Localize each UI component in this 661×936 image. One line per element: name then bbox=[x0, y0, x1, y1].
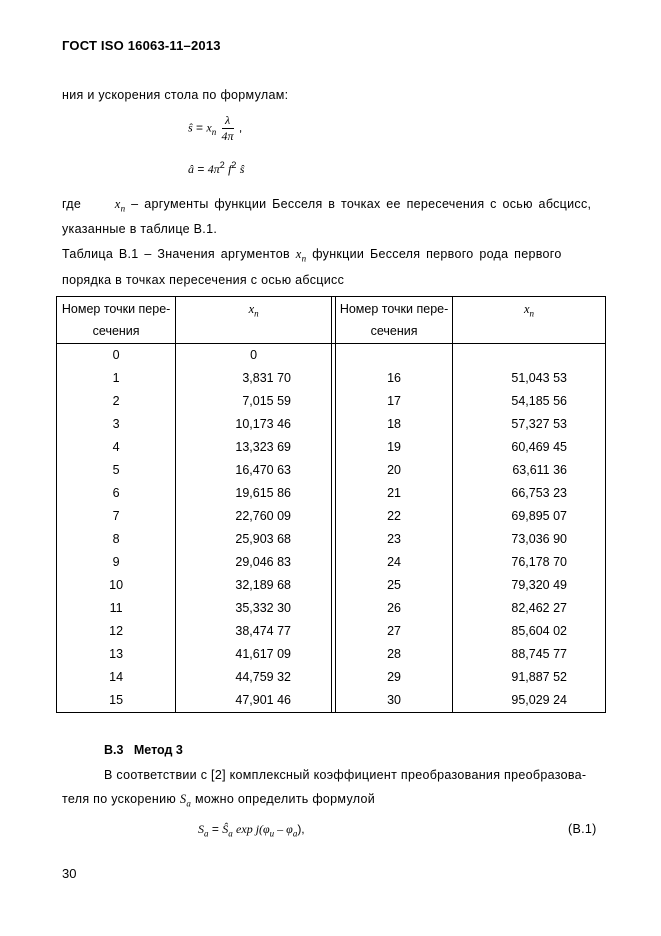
header-x-sub: n bbox=[254, 308, 259, 319]
header-x2: x bbox=[523, 302, 530, 316]
table-row bbox=[57, 689, 606, 713]
xn-value-cell: 38,474 77 bbox=[176, 620, 332, 643]
formula3-phi1-sub: u bbox=[269, 828, 275, 839]
formula2-exp1: 2 bbox=[219, 160, 225, 170]
table-row bbox=[57, 574, 606, 597]
point-number-cell: 2 bbox=[57, 390, 176, 413]
formula1-x-sub: n bbox=[211, 127, 217, 138]
formula-b1 bbox=[198, 822, 305, 838]
table-row bbox=[57, 413, 606, 436]
caption-x: x bbox=[295, 247, 302, 261]
point-number-cell-2: 25 bbox=[336, 574, 453, 597]
point-number-cell: 15 bbox=[57, 689, 176, 713]
paragraph-line1: В соответствии с [2] комплексный коэффициент преобразования преобразова- bbox=[104, 768, 587, 782]
xn-value-cell: 3,831 70 bbox=[176, 367, 332, 390]
point-number-cell-2: 27 bbox=[336, 620, 453, 643]
xn-value-cell-2: 63,611 36 bbox=[452, 459, 605, 482]
table-row bbox=[57, 505, 606, 528]
xn-value-cell-2: 79,320 49 bbox=[452, 574, 605, 597]
point-number-cell: 7 bbox=[57, 505, 176, 528]
point-number-cell: 10 bbox=[57, 574, 176, 597]
point-number-cell-2: 20 bbox=[336, 459, 453, 482]
table-row bbox=[57, 528, 606, 551]
table-row bbox=[57, 666, 606, 689]
formula1-denominator: 4π bbox=[221, 129, 234, 143]
point-number-cell: 11 bbox=[57, 597, 176, 620]
header-x2-sub: n bbox=[529, 308, 535, 319]
formula3-hatS: Ŝ bbox=[222, 822, 229, 836]
formula1-fraction bbox=[222, 113, 234, 144]
table-caption bbox=[62, 247, 562, 264]
formula2-eq: = bbox=[197, 162, 205, 176]
xn-value-cell-2: 91,887 52 bbox=[452, 666, 605, 689]
header-point-line1: Номер точки пере- bbox=[61, 302, 171, 316]
point-number-cell: 8 bbox=[57, 528, 176, 551]
point-number-cell-2: 18 bbox=[336, 413, 453, 436]
page-number: 30 bbox=[62, 866, 77, 881]
header-point-number-2 bbox=[336, 297, 453, 344]
xn-value-cell-2: 85,604 02 bbox=[452, 620, 605, 643]
xn-value-cell-2: 73,036 90 bbox=[452, 528, 605, 551]
caption-part2: функции Бесселя первого рода первого bbox=[312, 247, 562, 261]
point-number-cell: 4 bbox=[57, 436, 176, 459]
xn-value-cell: 22,760 09 bbox=[176, 505, 332, 528]
formula3-lhs-sub: a bbox=[204, 828, 209, 839]
formula1-lhs: ŝ bbox=[188, 120, 193, 135]
point-number-cell-2: 26 bbox=[336, 597, 453, 620]
table-row bbox=[57, 597, 606, 620]
point-number-cell: 0 bbox=[57, 344, 176, 368]
xn-value-cell-2: 66,753 23 bbox=[452, 482, 605, 505]
formula3-hatS-sub: a bbox=[228, 828, 233, 839]
bessel-table bbox=[56, 296, 606, 713]
point-number-cell: 3 bbox=[57, 413, 176, 436]
xn-value-cell: 47,901 46 bbox=[176, 689, 332, 713]
caption-part1: Таблица B.1 – Значения аргументов bbox=[62, 247, 290, 261]
formula3-eq: = bbox=[211, 822, 219, 836]
paragraph-S: S bbox=[179, 792, 187, 806]
header-point-number bbox=[57, 297, 176, 344]
point-number-cell-2: 30 bbox=[336, 689, 453, 713]
xn-value-cell-2: 69,895 07 bbox=[452, 505, 605, 528]
table-header-row bbox=[57, 297, 606, 344]
formula2-f: f bbox=[228, 162, 232, 176]
formula1-numerator: λ bbox=[222, 113, 234, 129]
formula3-minus: – φ bbox=[274, 822, 293, 836]
table-row bbox=[57, 436, 606, 459]
xn-value-cell: 19,615 86 bbox=[176, 482, 332, 505]
caption-x-sub: n bbox=[301, 253, 307, 264]
where-word: где bbox=[62, 197, 82, 211]
formula-number: (B.1) bbox=[568, 822, 597, 836]
header-x: x bbox=[248, 302, 255, 316]
point-number-cell: 13 bbox=[57, 643, 176, 666]
xn-value-cell-2: 54,185 56 bbox=[452, 390, 605, 413]
table-row bbox=[57, 459, 606, 482]
xn-value-cell: 41,617 09 bbox=[176, 643, 332, 666]
where-x-sub: n bbox=[120, 203, 126, 214]
xn-value-cell: 35,332 30 bbox=[176, 597, 332, 620]
point-number-cell-2: 24 bbox=[336, 551, 453, 574]
point-number-cell: 14 bbox=[57, 666, 176, 689]
table-row bbox=[57, 643, 606, 666]
xn-value-cell: 44,759 32 bbox=[176, 666, 332, 689]
where-line2: указанные в таблице B.1. bbox=[62, 222, 218, 236]
intro-text: ния и ускорения стола по формулам: bbox=[62, 88, 289, 102]
formula2-exp2: 2 bbox=[231, 160, 237, 170]
point-number-cell: 9 bbox=[57, 551, 176, 574]
xn-value-cell: 29,046 83 bbox=[176, 551, 332, 574]
point-number-cell: 5 bbox=[57, 459, 176, 482]
point-number-cell-2: 16 bbox=[336, 367, 453, 390]
xn-value-cell-2: 76,178 70 bbox=[452, 551, 605, 574]
xn-value-cell-2: 51,043 53 bbox=[452, 367, 605, 390]
formula2-lhs: â bbox=[188, 162, 194, 176]
section-heading: B.3 Метод 3 bbox=[104, 743, 183, 757]
point-number-cell-2: 28 bbox=[336, 643, 453, 666]
paragraph-S-sub: a bbox=[186, 798, 192, 809]
xn-value-cell: 25,903 68 bbox=[176, 528, 332, 551]
header-point2-line2: сечения bbox=[370, 324, 418, 338]
xn-value-cell-2: 88,745 77 bbox=[452, 643, 605, 666]
header-point2-line1: Номер точки пере- bbox=[339, 302, 449, 316]
where-text: – аргументы функции Бесселя в точках ее пересечения с осью абсцисс, bbox=[131, 197, 592, 211]
table-row bbox=[57, 551, 606, 574]
xn-value-cell: 10,173 46 bbox=[176, 413, 332, 436]
formula3-expr: exp j(φ bbox=[236, 822, 270, 836]
formula2-coef: 4π bbox=[207, 162, 220, 176]
point-number-cell-2: 23 bbox=[336, 528, 453, 551]
where-x: x bbox=[114, 197, 121, 211]
xn-value-cell-2: 95,029 24 bbox=[452, 689, 605, 713]
paragraph-line2-a: теля по ускорению bbox=[62, 792, 177, 806]
table-body bbox=[57, 344, 606, 713]
xn-value-cell: 16,470 63 bbox=[176, 459, 332, 482]
xn-value-cell-2: 60,469 45 bbox=[452, 436, 605, 459]
point-number-cell-2: 17 bbox=[336, 390, 453, 413]
point-number-cell: 6 bbox=[57, 482, 176, 505]
formula3-phi2-sub: a bbox=[292, 828, 298, 839]
header-xn bbox=[176, 297, 332, 344]
table-caption-line2: порядка в точках пересечения с осью абсцисс bbox=[62, 273, 345, 287]
xn-value-cell: 7,015 59 bbox=[176, 390, 332, 413]
document-header: ГОСТ ISO 16063-11–2013 bbox=[62, 38, 221, 53]
formula-displacement bbox=[188, 113, 242, 144]
header-xn-2 bbox=[452, 297, 605, 344]
table-row bbox=[57, 482, 606, 505]
point-number-cell-2: 19 bbox=[336, 436, 453, 459]
table-row bbox=[57, 344, 606, 368]
table-row bbox=[57, 390, 606, 413]
point-number-cell: 12 bbox=[57, 620, 176, 643]
formula3-lhs: S bbox=[198, 822, 204, 836]
xn-value-cell-2: 57,327 53 bbox=[452, 413, 605, 436]
point-number-cell-2 bbox=[336, 344, 453, 368]
formula1-eq: = bbox=[196, 120, 204, 135]
header-point-line2: сечения bbox=[92, 324, 140, 338]
paragraph-line2 bbox=[62, 792, 375, 809]
formula2-s: ŝ bbox=[239, 162, 245, 176]
table-row bbox=[57, 367, 606, 390]
point-number-cell-2: 21 bbox=[336, 482, 453, 505]
paragraph-line2-b: можно определить формулой bbox=[194, 792, 376, 806]
xn-value-cell-2: 82,462 27 bbox=[452, 597, 605, 620]
table-row bbox=[57, 620, 606, 643]
point-number-cell-2: 29 bbox=[336, 666, 453, 689]
xn-value-cell-2 bbox=[452, 344, 605, 368]
xn-value-cell: 32,189 68 bbox=[176, 574, 332, 597]
formula1-tail: , bbox=[238, 120, 243, 135]
where-line bbox=[62, 197, 591, 214]
point-number-cell-2: 22 bbox=[336, 505, 453, 528]
formula1-x: x bbox=[206, 120, 212, 135]
formula3-close: ), bbox=[297, 822, 305, 836]
point-number-cell: 1 bbox=[57, 367, 176, 390]
formula-acceleration bbox=[188, 160, 244, 177]
xn-value-cell: 0 bbox=[176, 344, 332, 368]
xn-value-cell: 13,323 69 bbox=[176, 436, 332, 459]
